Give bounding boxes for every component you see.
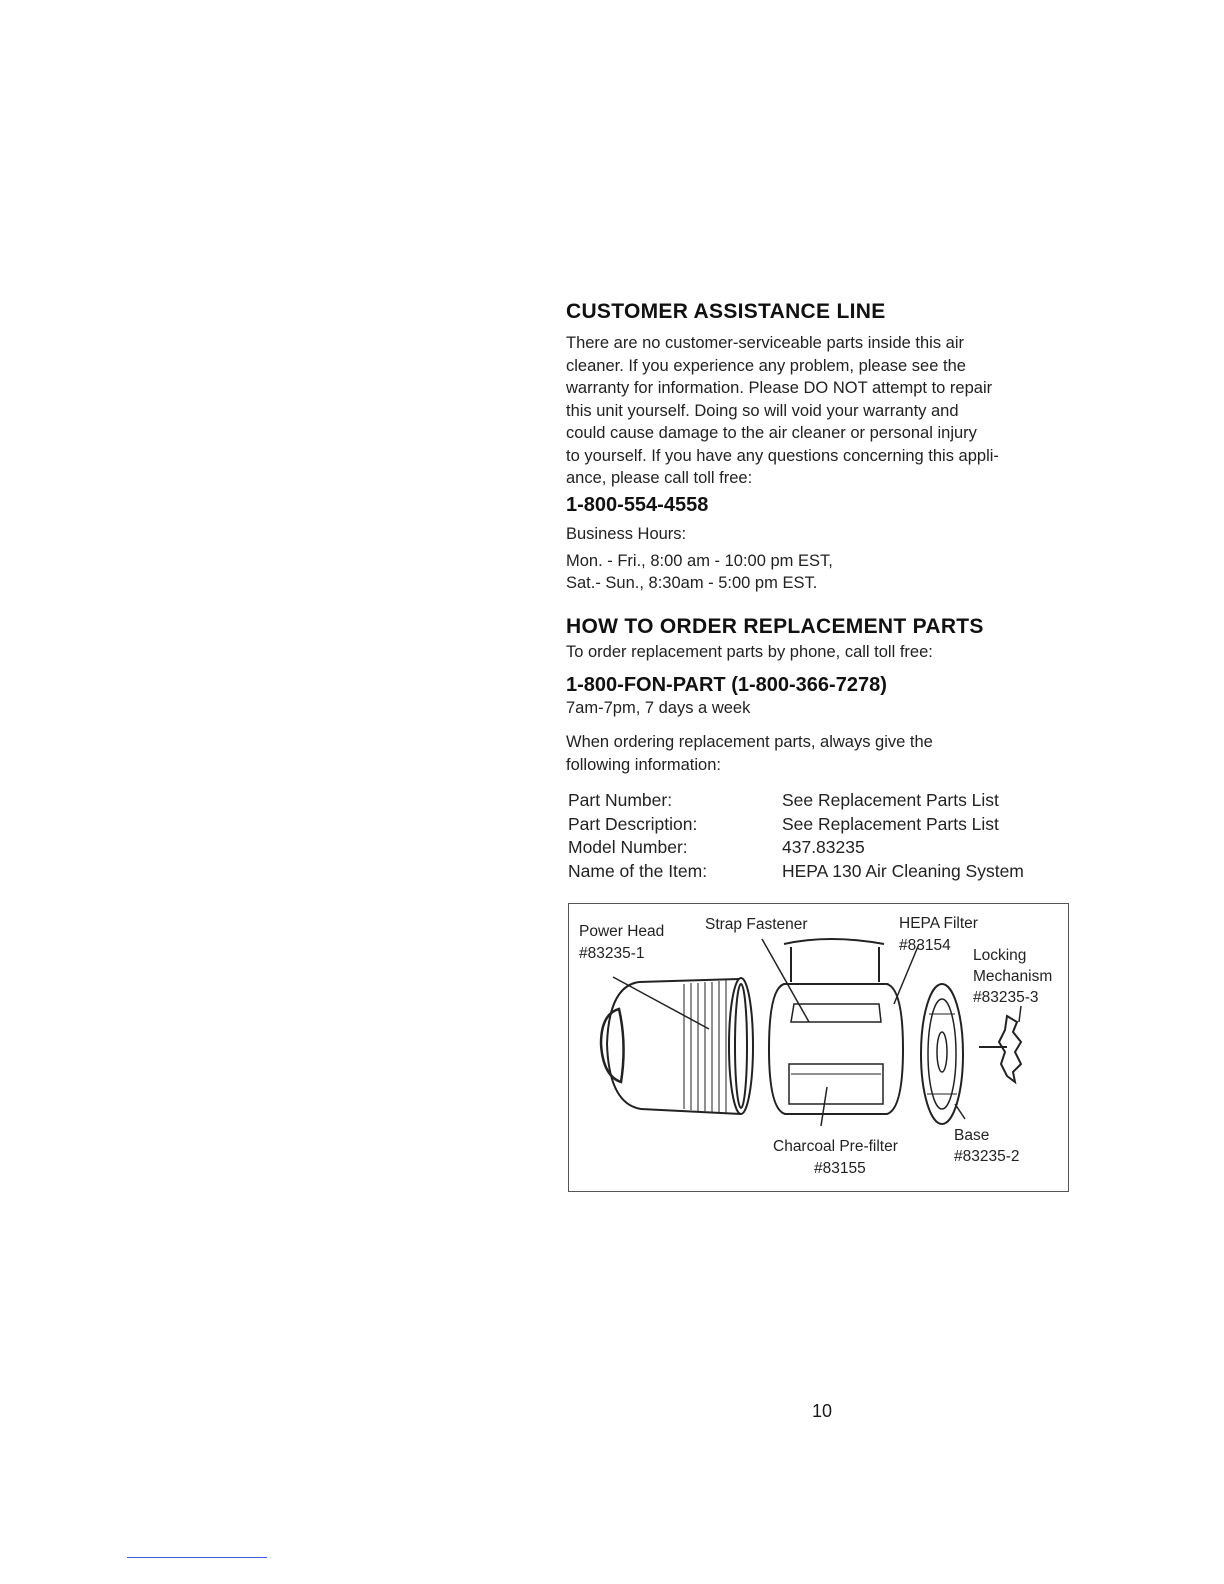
info-key: Name of the Item: bbox=[568, 860, 708, 881]
power-head-part-number: #83235-1 bbox=[579, 945, 645, 962]
power-head-label: Power Head bbox=[579, 923, 665, 940]
body-line: could cause damage to the air cleaner or personal injury bbox=[566, 424, 977, 442]
power-head-illustration bbox=[601, 978, 753, 1114]
business-hours bbox=[566, 550, 1066, 594]
instruction-line: following information: bbox=[566, 755, 721, 774]
hepa-filter-label: HEPA Filter bbox=[899, 915, 978, 932]
info-key: Part Number: bbox=[568, 790, 673, 810]
page-number: 10 bbox=[812, 1401, 833, 1421]
base-part-number: #83235-2 bbox=[954, 1148, 1020, 1165]
filter-housing-illustration bbox=[769, 939, 903, 1114]
info-row bbox=[568, 814, 1024, 838]
locking-label: Locking bbox=[973, 947, 1027, 964]
info-value: HEPA 130 Air Cleaning System bbox=[782, 860, 1024, 881]
body-line: this unit yourself. Doing so will void your warranty and bbox=[566, 401, 959, 420]
body-line: warranty for information. Please DO NOT attempt to repair bbox=[566, 379, 993, 397]
charcoal-prefilter-label: Charcoal Pre-filter bbox=[773, 1138, 898, 1155]
order-parts-phone: 1-800-FON-PART (1-800-366-7278) bbox=[566, 673, 887, 696]
info-value: See Replacement Parts List bbox=[782, 813, 999, 834]
body-line: cleaner. If you experience any problem, please see the bbox=[566, 356, 966, 375]
base-illustration bbox=[921, 984, 963, 1124]
body-line: There are no customer-serviceable parts inside this air bbox=[566, 334, 965, 352]
customer-assistance-body bbox=[566, 332, 1066, 490]
order-instructions bbox=[566, 731, 1086, 776]
hours-weekend: Sat.- Sun., 8:30am - 5:00 pm EST. bbox=[566, 574, 818, 592]
info-key: Part Description: bbox=[568, 813, 698, 834]
order-parts-section bbox=[566, 615, 1086, 776]
customer-assistance-section bbox=[566, 300, 1066, 594]
base-label: Base bbox=[954, 1127, 990, 1144]
locking-mechanism-illustration bbox=[979, 1006, 1021, 1082]
customer-phone: 1-800-554-4558 bbox=[566, 493, 709, 516]
body-line: to yourself. If you have any questions concerning this appli- bbox=[566, 446, 999, 465]
locking-mechanism-part-number: #83235-3 bbox=[973, 989, 1039, 1006]
info-row bbox=[568, 861, 1024, 885]
parts-diagram bbox=[568, 903, 1069, 1192]
instruction-line: When ordering replacement parts, always give the bbox=[566, 733, 933, 751]
order-parts-phone-hours: 7am-7pm, 7 days a week bbox=[566, 698, 751, 717]
business-hours-label: Business Hours: bbox=[566, 524, 687, 543]
order-parts-intro: To order replacement parts by phone, call toll free: bbox=[566, 643, 933, 661]
body-line: ance, please call toll free: bbox=[566, 469, 753, 487]
info-value: 437.83235 bbox=[782, 837, 865, 857]
customer-assistance-heading: CUSTOMER ASSISTANCE LINE bbox=[566, 300, 886, 323]
info-row bbox=[568, 790, 1024, 814]
hours-weekday: Mon. - Fri., 8:00 am - 10:00 pm EST, bbox=[566, 552, 833, 570]
charcoal-prefilter-part-number: #83155 bbox=[814, 1160, 866, 1177]
info-table bbox=[568, 790, 1024, 884]
strap-fastener-label: Strap Fastener bbox=[705, 916, 808, 933]
hepa-filter-part-number: #83154 bbox=[899, 937, 951, 954]
mechanism-label: Mechanism bbox=[973, 968, 1053, 985]
info-value: See Replacement Parts List bbox=[782, 790, 999, 810]
order-parts-heading: HOW TO ORDER REPLACEMENT PARTS bbox=[566, 615, 984, 638]
info-key: Model Number: bbox=[568, 837, 688, 857]
info-row bbox=[568, 837, 1024, 861]
bottom-rule bbox=[127, 1557, 267, 1558]
